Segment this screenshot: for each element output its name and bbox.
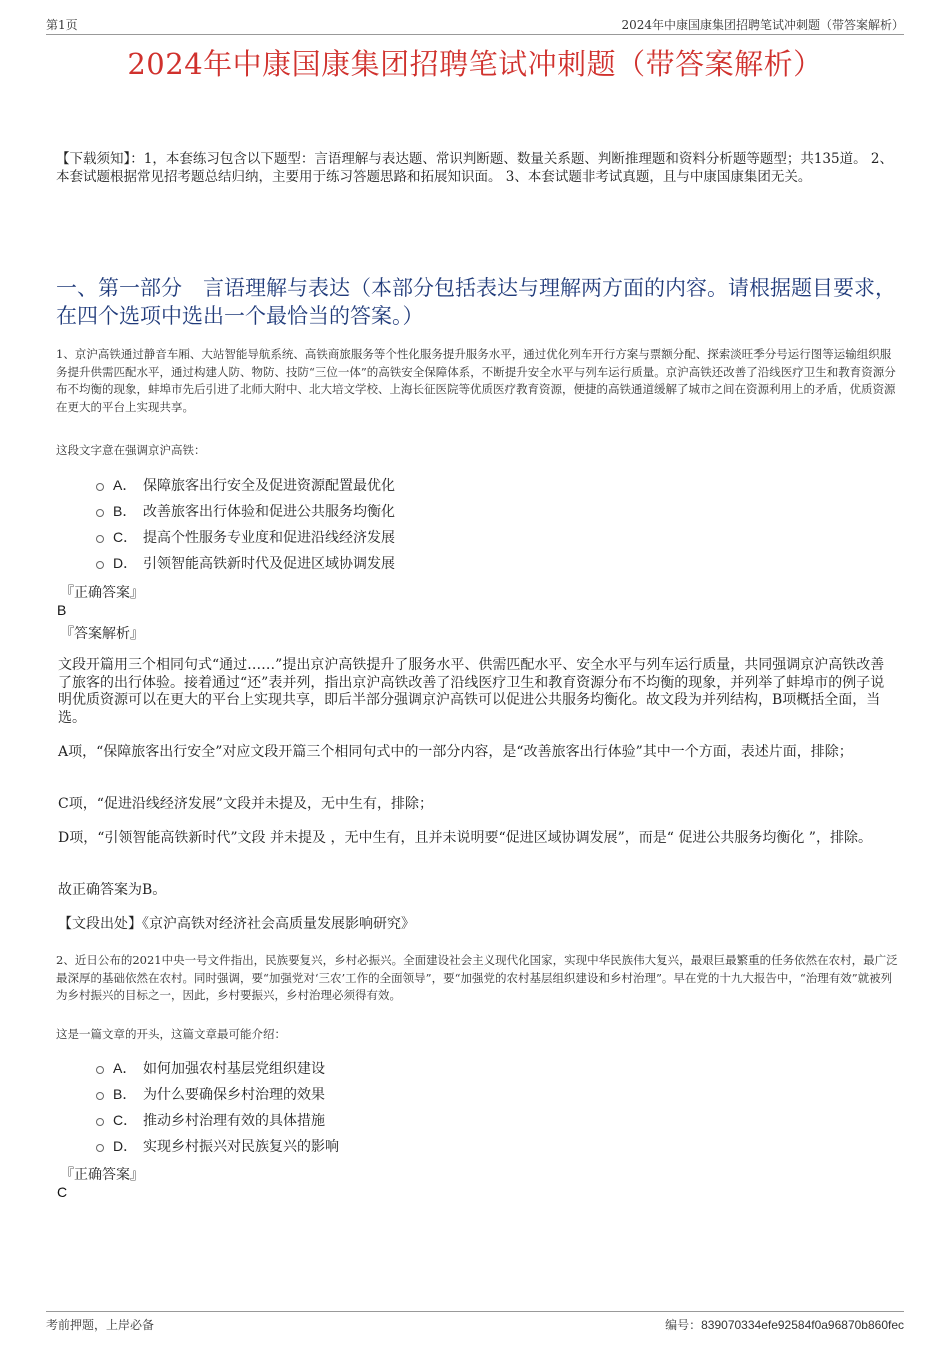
radio-icon[interactable] [96,1092,104,1100]
radio-icon[interactable] [96,1066,104,1074]
q2-question: 这是一篇文章的开头，这篇文章最可能介绍： [56,1027,286,1041]
q2-option-a[interactable]: A． 如何加强农村基层党组织建设 [96,1055,339,1081]
q1-option-a[interactable]: A． 保障旅客出行安全及促进资源配置最优化 [96,472,395,498]
header-doc-title: 2024年中康国康集团招聘笔试冲刺题（带答案解析） [621,18,904,32]
q1-question: 这段文字意在强调京沪高铁： [56,443,206,457]
q1-answer-label: 『正确答案』 [60,585,144,601]
q1-option-b[interactable]: B． 改善旅客出行体验和促进公共服务均衡化 [96,498,395,524]
page-number: 第1页 [46,18,78,32]
radio-icon[interactable] [96,535,104,543]
radio-icon[interactable] [96,509,104,517]
document-title: 2024年中康国康集团招聘笔试冲刺题（带答案解析） [127,47,823,81]
q1-analysis-c: C项，“促进沿线经济发展”文段并未提及，无中生有，排除； [58,796,434,812]
q2-answer: C [57,1184,68,1200]
footer-slogan: 考前押题，上岸必备 [46,1318,155,1332]
q2-passage: 2、近日公布的2021中央一号文件指出，民族要复兴，乡村必振兴。全面建设社会主义现代化国家，实现中华民族伟大复兴，最艰巨最繁重的任务依然在农村，最广泛最深厚的基础依然在农村。同时强调，要“加强党对‘三农’工作的全面领导”，要“加强党的农村基层组织建设和乡村治理”。早在党的十九大报告中，“治理有效”就被列为乡村振兴的目标之一，因此，乡村要振兴，乡村治理必须得有效。 [56,953,898,1002]
q1-analysis-a: A项，“保障旅客出行安全”对应文段开篇三个相同句式中的一部分内容，是“改善旅客出行体验”其中一个方面，表述片面，排除； [58,744,853,760]
q1-analysis-d: D项，“引领智能高铁新时代”文段 并未提及 ，无中生有，且并未说明要“促进区域协调发展”，而是“ 促进公共服务均衡化 ”，排除。 [58,830,872,846]
q1-option-c[interactable]: C． 提高个性服务专业度和促进沿线经济发展 [96,524,395,550]
q2-options [96,1055,339,1159]
q2-option-b[interactable]: B． 为什么要确保乡村治理的效果 [96,1081,339,1107]
q2-answer-label: 『正确答案』 [60,1167,144,1183]
q1-source: 【文段出处】《京沪高铁对经济社会高质量发展影响研究》 [58,916,415,932]
radio-icon[interactable] [96,1118,104,1126]
q1-option-d[interactable]: D． 引领智能高铁新时代及促进区域协调发展 [96,550,395,576]
q1-answer: B [57,602,67,618]
q1-analysis-label: 『答案解析』 [60,626,144,642]
page-header [46,16,904,35]
section-heading: 一、第一部分 言语理解与表达（本部分包括表达与理解两方面的内容。请根据题目要求，在四个选项中选出一个最恰当的答案。） [56,276,896,328]
radio-icon[interactable] [96,1144,104,1152]
q1-analysis-main: 文段开篇用三个相同句式“通过……”提出京沪高铁提升了服务水平、供需匹配水平、安全水平与列车运行质量，共同强调京沪高铁改善了旅客的出行体验。接着通过“还”表并列，指出京沪高铁改善了沿线医疗卫生和教育资源分布不均衡的现象，并列举了蚌埠市的例子说明优质资源可以在更大的平台上实现共享，即后半部分强调京沪高铁可以促进公共服务均衡化。故文段为并列结构，B项概括全面，当选。 [58,657,885,726]
download-notice: 【下载须知】：1，本套练习包含以下题型：言语理解与表达题、常识判断题、数量关系题、判断推理题和资料分析题等题型；共135道。 2、本套试题根据常见招考题总结归纳，主要用于练习答题思路和拓展知识面。 3、本套试题非考试真题，且与中康国康集团无关。 [56,151,893,185]
q1-analysis-conclusion: 故正确答案为B。 [58,882,167,898]
q2-option-d[interactable]: D． 实现乡村振兴对民族复兴的影响 [96,1133,339,1159]
q1-options [96,472,395,576]
footer-code: 编号：839070334efe92584f0a96870b860fec [665,1318,904,1332]
q1-passage: 1、京沪高铁通过静音车厢、大站智能导航系统、高铁商旅服务等个性化服务提升服务水平，通过优化列车开行方案与票额分配、探索淡旺季分号运行图等运输组织服务提升供需匹配水平，通过构建人防、物防、技防“三位一体”的高铁安全保障体系，不断提升安全水平与列车运行质量。京沪高铁还改善了沿线医疗卫生和教育资源分布不均衡的现象，蚌埠市先后引进了北师大附中、北大培文学校、上海长征医院等优质医疗教育资源，便捷的高铁通道缓解了城市之间在资源利用上的矛盾，优质资源在更大的平台上实现共享。 [56,347,896,414]
radio-icon[interactable] [96,561,104,569]
q2-option-c[interactable]: C． 推动乡村治理有效的具体措施 [96,1107,339,1133]
page-footer [46,1311,904,1334]
radio-icon[interactable] [96,483,104,491]
